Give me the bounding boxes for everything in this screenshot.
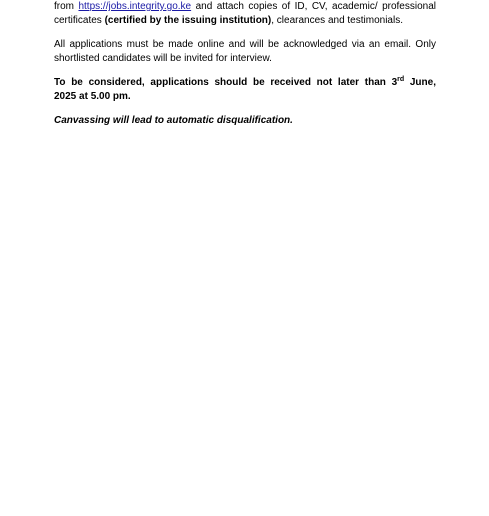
deadline-paragraph bbox=[54, 76, 436, 104]
clearances-text: , clearances and testimonials. bbox=[271, 15, 403, 26]
ordinal-superscript: rd bbox=[397, 76, 405, 83]
from-text: from bbox=[54, 1, 79, 12]
certificates-text: certificates bbox=[54, 15, 105, 26]
deadline-line-2: 2025 at 5.00 pm. bbox=[54, 91, 131, 102]
deadline-text: To be considered, applications should be received not later than 3 bbox=[54, 77, 398, 88]
online-line-1: All applications must be made online and will be acknowledged via an email. Only bbox=[54, 39, 436, 50]
instructions-line-2 bbox=[54, 14, 436, 28]
deadline-line-1 bbox=[54, 76, 436, 90]
certified-note: (certified by the issuing institution) bbox=[104, 15, 272, 26]
attach-copies-text: and attach copies of ID, CV, academic/ professional bbox=[191, 1, 436, 12]
application-instructions-paragraph bbox=[54, 0, 436, 28]
jobs-portal-link[interactable]: https://jobs.integrity.go.ke bbox=[78, 1, 192, 12]
deadline-month: June, bbox=[404, 77, 436, 88]
canvassing-warning: Canvassing will lead to automatic disqualification. bbox=[54, 115, 293, 126]
online-application-paragraph bbox=[54, 38, 436, 66]
online-line-2: shortlisted candidates will be invited for interview. bbox=[54, 53, 272, 64]
instructions-line-1 bbox=[54, 0, 436, 14]
